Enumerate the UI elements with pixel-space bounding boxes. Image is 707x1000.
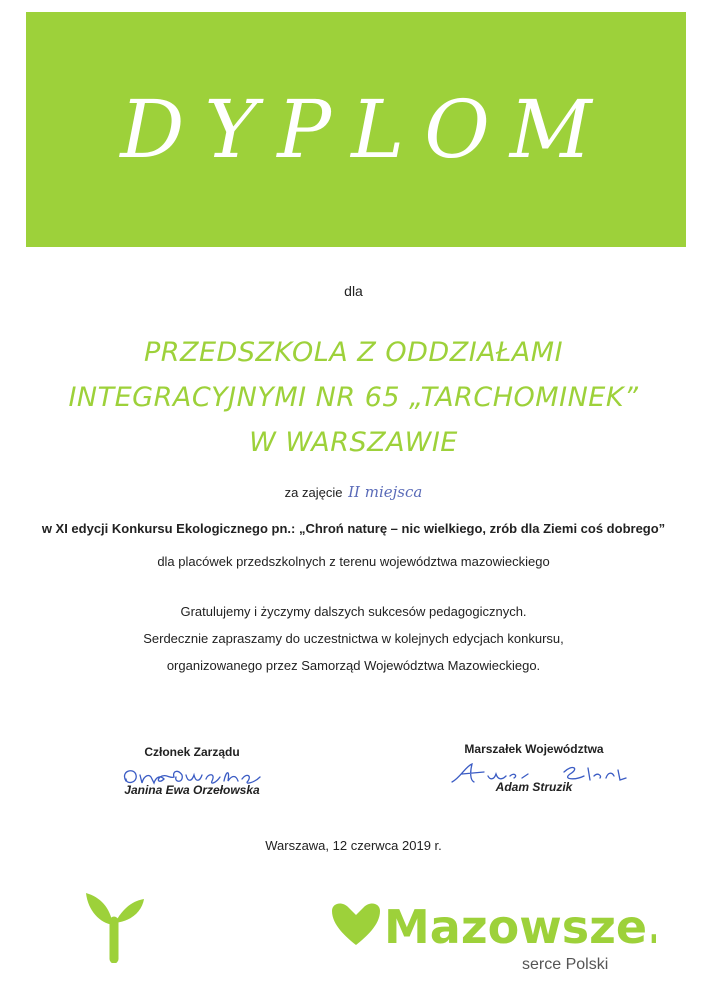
signatory-name-left: Janina Ewa Orzełowska (124, 783, 260, 797)
recipient-line-1: PRZEDSZKOLA Z ODDZIAŁAMI (143, 337, 564, 368)
recipient-preposition: dla (344, 283, 363, 299)
document-title: DYPLOM (120, 83, 612, 176)
closing-line-2: Serdecznie zapraszamy do uczestnictwa w kolejnych edycjach konkursu, (143, 631, 564, 646)
sprout-logo-icon (82, 883, 152, 963)
contest-scope: dla placówek przedszkolnych z terenu województwa mazowieckiego (157, 554, 550, 569)
award-place-handwritten: II miejsca (348, 483, 423, 501)
closing-line-1: Gratulujemy i życzymy dalszych sukcesów pedagogicznych. (180, 604, 527, 619)
issue-date: Warszawa, 12 czerwca 2019 r. (265, 838, 442, 853)
title-banner (26, 12, 686, 247)
handwritten-signature-right (444, 758, 634, 788)
signatory-role-right: Marszałek Województwa (464, 742, 604, 756)
mazowsze-tagline: serce Polski (522, 956, 609, 973)
mazowsze-wordmark-text: Mazowsze. (384, 900, 656, 954)
signature-block-right (444, 742, 624, 794)
recipient-line-3: W WARSZAWIE (249, 427, 458, 458)
award-prefix: za zajęcie (284, 485, 343, 500)
mazowsze-logo (326, 895, 656, 975)
award-place (0, 483, 707, 501)
handwritten-signature-left (112, 761, 272, 791)
recipient-line-2: INTEGRACYJNYMI NR 65 „TARCHOMINEK” (68, 382, 639, 413)
signatory-role-left: Członek Zarządu (144, 745, 240, 759)
recipient-name (0, 330, 707, 465)
contest-name: w XI edycji Konkursu Ekologicznego pn.: „Chroń naturę – nic wielkiego, zrób dla Ziemi coś dobrego” (41, 521, 666, 536)
signatory-name-right: Adam Struzik (495, 780, 573, 794)
closing-text (0, 598, 707, 679)
signature-block-left (112, 745, 272, 797)
closing-line-3: organizowanego przez Samorząd Województwa Mazowieckiego. (166, 658, 541, 673)
mazowsze-wordmark-icon (326, 895, 656, 975)
